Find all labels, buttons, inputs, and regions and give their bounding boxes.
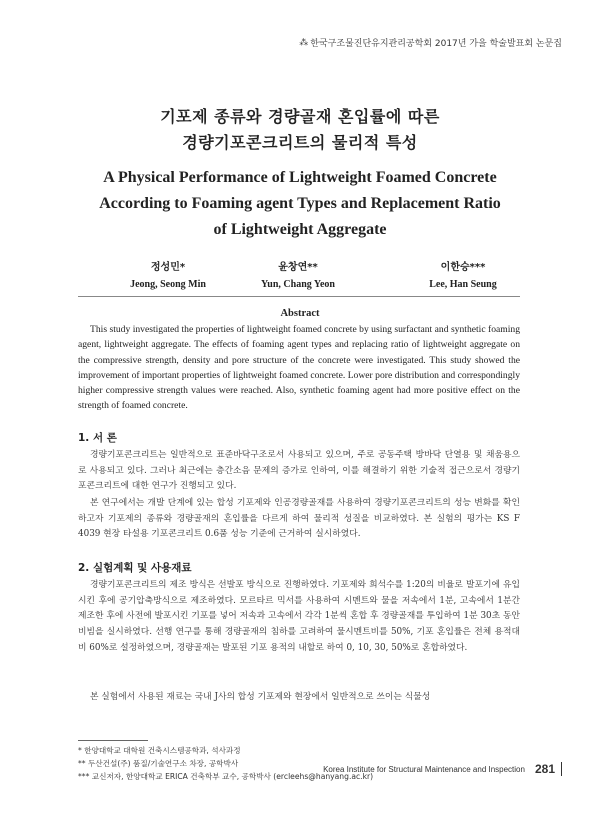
- footnote-2: ** 두산건설(주) 품질/기술연구소 차장, 공학박사: [78, 759, 239, 768]
- page-footer: [323, 762, 562, 776]
- section-2-heading: 2. 실험계획 및 사용재료: [78, 562, 192, 574]
- author-name-ko: 정성민*: [150, 262, 186, 273]
- author-name-ko: 이한승***: [440, 262, 486, 273]
- section-2-paragraph-2: 본 실험에서 사용된 재료는 국내 J사의 합성 기포제와 현장에서 일반적으로 쓰이는 식물성: [90, 692, 431, 702]
- page-number: 281: [535, 762, 562, 776]
- journal-name: 한국구조물진단유지관리공학회 2017년 가을 학술발표회 논문집: [310, 39, 562, 49]
- author-name-en: Yun, Chang Yeon: [260, 279, 335, 290]
- title-en: [0, 165, 600, 243]
- author-3: [378, 258, 548, 290]
- abstract-heading: Abstract: [280, 308, 320, 319]
- title-en-line2: According to Foaming agent Types and Replacement Ratio: [99, 195, 501, 212]
- bullet-icon: ⁂: [299, 37, 308, 48]
- journal-header: [299, 36, 562, 49]
- author-name-en: Jeong, Seong Min: [130, 279, 206, 290]
- section-1-heading: 1. 서 론: [78, 432, 117, 444]
- divider: [78, 296, 520, 297]
- section-2-paragraph-1: 경량기포콘크리트의 제조 방식은 선발포 방식으로 진행하였다. 기포제와 희석수를 1:20의 비율로 발포기에 유입시킨 후에 공기압축방식으로 제조하였다. 모르타르 믹서를 사용하여 시멘트와 물을 저속에서 1분, 고속에서 1분간 제조한 후에 사전에 발포시킨 기포를 넣어 저속과 고속에서 각각 1분씩 혼합 후 경량골재를 투입하여 1분 30초 동안 비빔을 실시하였다. 선행 연구를 통해 경량골재의 침하를 고려하여 물시멘트비를 50%, 기포 혼입률은 전체 용적대비 60%로 설정하였으며, 경량골재는 발포된 기포 용적의 내할로 하여 0, 10, 30, 50%로 혼합하였다.: [78, 580, 520, 653]
- abstract-text: This study investigated the properties of lightweight foamed concrete by using surfactant and synthetic foaming agent, lightweight aggregate. The effects of foaming agent types and replacing ratio of lightweight aggregate on the compressive strength, density and pore structure of the concrete were investigated. This study showed the improvement of important properties of lightweight foamed concrete. Lower pore distribution and correspondingly higher compressive strength values were reached. Also, synthetic foaming agent had more positive effect on the strength of foamed concrete.: [78, 324, 520, 412]
- author-name-en: Lee, Han Seung: [429, 279, 497, 290]
- title-ko-line1: 기포제 종류와 경량골재 혼입률에 따른: [160, 107, 440, 126]
- author-2: [213, 258, 383, 290]
- footnote-3: *** 교신저자, 한양대학교 ERICA 건축학부 교수, 공학박사 (ercleehs@hanyang.ac.kr): [78, 772, 374, 781]
- title-ko-line2: 경량기포콘크리트의 물리적 특성: [182, 133, 418, 152]
- section-1-paragraph-1: 경량기포콘크리트는 일반적으로 표준바닥구조로서 사용되고 있으며, 주로 공동주택 방바닥 단열용 및 채움용으로 사용되고 있다. 그러나 최근에는 층간소음 문제의 증가로 인하여, 이를 해결하기 위한 기술적 접근으로서 경량기포콘크리트에 대한 연구가 진행되고 있다.: [78, 450, 520, 492]
- title-en-line1: A Physical Performance of Lightweight Foamed Concrete: [103, 169, 497, 186]
- footer-institute: Korea Institute for Structural Maintenance and Inspection: [323, 764, 525, 774]
- title-en-line3: of Lightweight Aggregate: [213, 221, 387, 238]
- section-1-paragraph-2: 본 연구에서는 개발 단계에 있는 합성 기포제와 인공경량골재를 사용하여 경량기포콘크리트의 성능 변화를 확인하고자 기포제의 종류와 경량골재의 혼입률을 다르게 하여 물리적 성질을 비교하였다. 본 실험의 평가는 KS F 4039 현장 타설용 기포콘크리트 0.6품 성능 기준에 근거하여 실시하였다.: [78, 498, 520, 540]
- footnote-1: * 한양대학교 대학원 건축시스템공학과, 석사과정: [78, 746, 241, 755]
- author-name-ko: 윤창연**: [278, 262, 318, 273]
- footnote-divider: [78, 740, 148, 741]
